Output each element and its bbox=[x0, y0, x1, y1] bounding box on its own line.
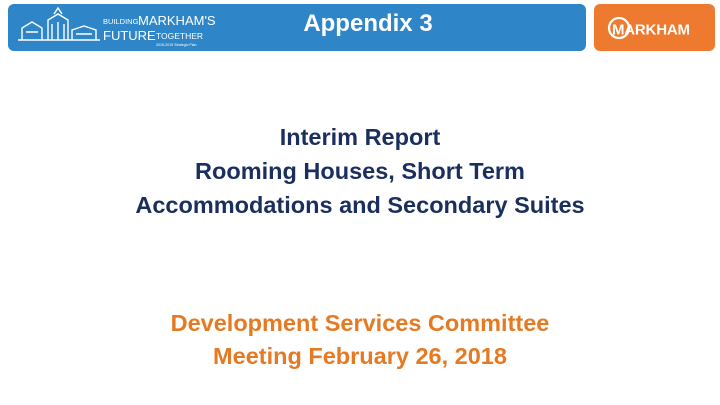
report-title-line: Interim Report bbox=[279, 124, 441, 150]
report-title-line: Accommodations and Secondary Suites bbox=[135, 192, 585, 218]
meeting-date: Meeting February 26, 2018 bbox=[213, 343, 507, 369]
committee-name: Development Services Committee bbox=[170, 310, 550, 336]
appendix-title: Appendix 3 bbox=[303, 10, 433, 37]
markham-logo-text: MARKHAM bbox=[612, 21, 690, 39]
banner-tagline: 2015-2019 Strategic Plan bbox=[156, 43, 197, 47]
banner-line2-small: TOGETHER bbox=[156, 31, 204, 41]
building-markhams-future-logo bbox=[14, 4, 246, 48]
report-title bbox=[0, 120, 720, 222]
meeting-info bbox=[0, 307, 720, 373]
banner-line1-small: BUILDING bbox=[103, 17, 139, 26]
report-title-line: Rooming Houses, Short Term bbox=[195, 158, 525, 184]
markham-logo bbox=[594, 4, 715, 51]
banner-line1-large: MARKHAM'S bbox=[138, 13, 216, 28]
banner-line2-large: FUTURE bbox=[103, 28, 156, 43]
